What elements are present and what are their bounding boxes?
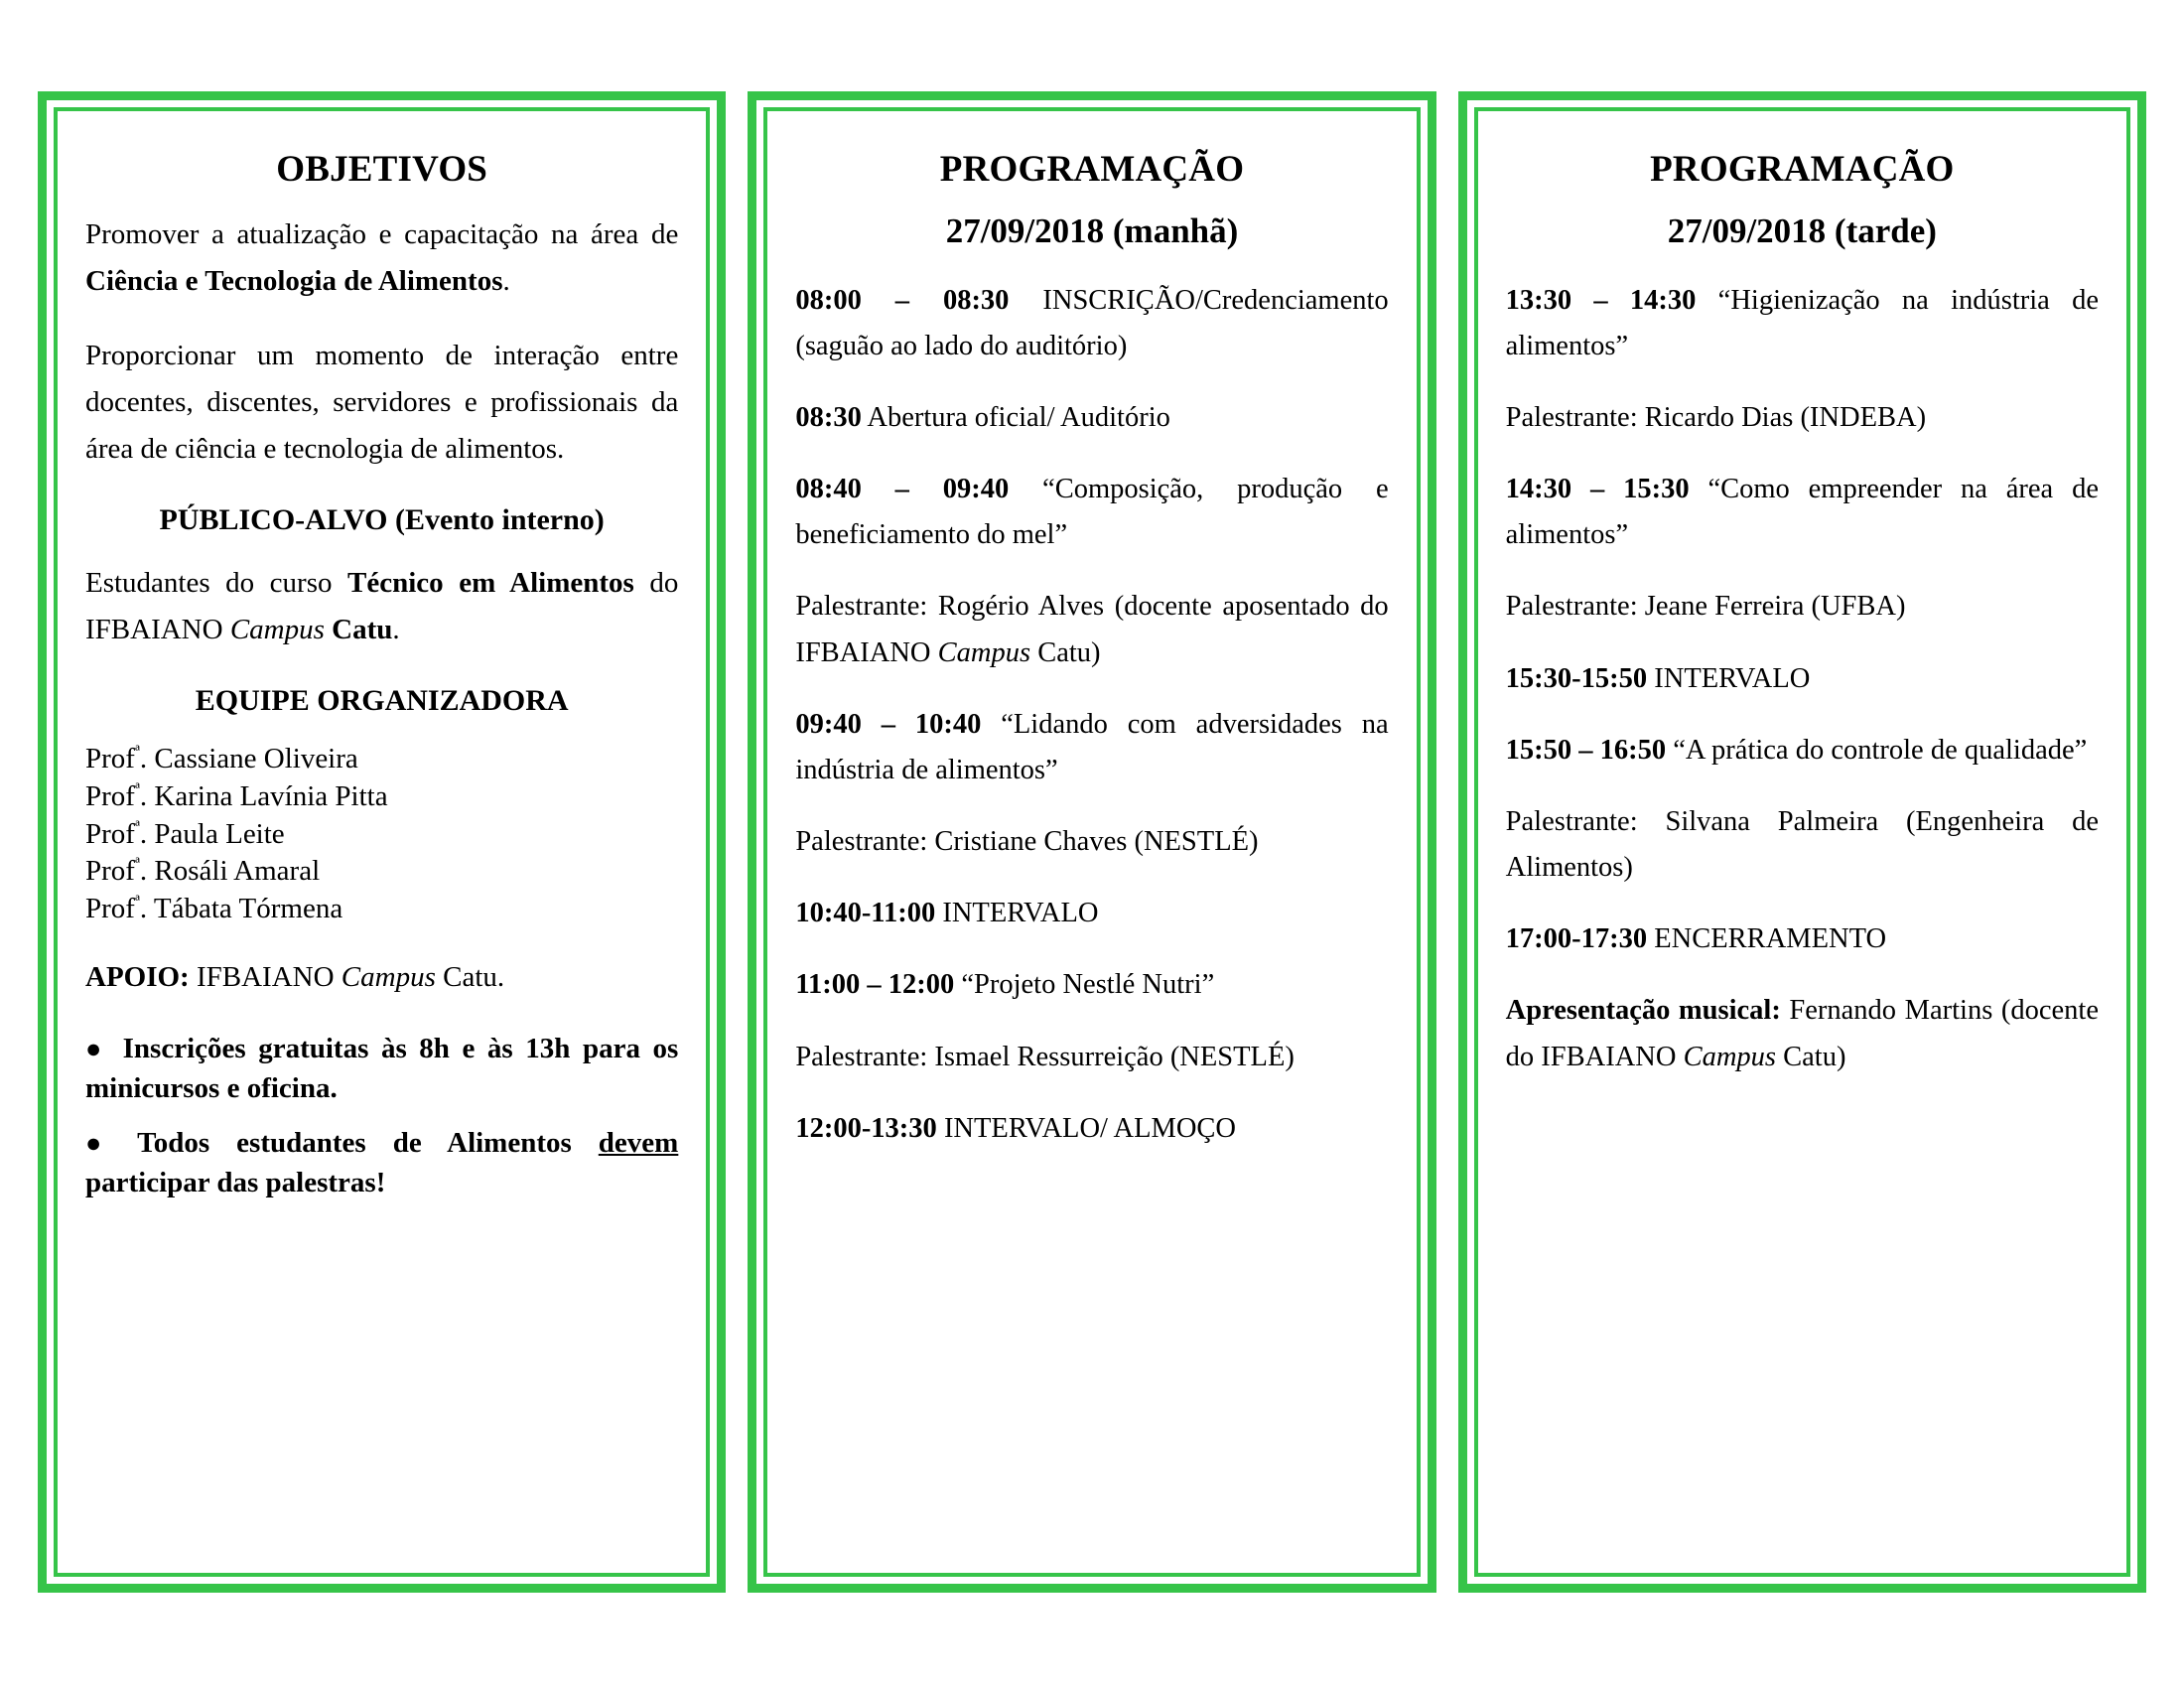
schedule-entry-text: “Composição, produção e beneficiamento do mel” <box>795 474 1389 551</box>
schedule-entry-text: INTERVALO/ ALMOÇO <box>936 1112 1237 1144</box>
publico-alvo-mid: do IFBAIANO <box>85 567 679 646</box>
panel-objetivos <box>38 91 726 1593</box>
schedule-entry <box>1506 988 2099 1079</box>
schedule-entry-text: INTERVALO <box>1647 662 1811 694</box>
equipe-member-name: Tábata Tórmena <box>153 892 343 924</box>
schedule-entry <box>1506 656 2099 702</box>
equipe-member-separator: . <box>139 743 155 775</box>
equipe-member-name: Karina Lavínia Pitta <box>154 779 388 812</box>
schedule-entry <box>1506 467 2099 558</box>
equipe-organizadora-list <box>85 741 678 927</box>
equipe-member-separator: . <box>139 779 155 812</box>
bullet-dot-icon: ● <box>85 1127 122 1158</box>
apoio-paragraph <box>85 954 678 1001</box>
schedule-entry-time: 15:50 – 16:50 <box>1505 734 1667 766</box>
schedule-entry-tail: Catu) <box>1776 1041 1846 1072</box>
equipe-member-title: Prof <box>85 743 135 775</box>
objetivos-note-text: Inscrições gratuitas às 8h e às 13h para os minicursos e oficina. <box>85 1032 679 1105</box>
schedule-entry-text: “Higienização na indústria de alimentos” <box>1505 284 2099 361</box>
equipe-member-name: Paula Leite <box>154 817 285 850</box>
publico-alvo-lead: Estudantes do curso <box>85 567 348 600</box>
apoio-italic-campus: Campus <box>341 960 436 993</box>
equipe-member-ordinal: ª <box>134 778 140 799</box>
schedule-entry-tail: Catu) <box>1030 636 1101 668</box>
manha-subtitle: 27/09/2018 (manhã) <box>945 211 1239 251</box>
schedule-entry-time: 08:00 – 08:30 <box>795 284 1010 316</box>
equipe-member-ordinal: ª <box>134 815 140 836</box>
equipe-member-ordinal: ª <box>134 853 140 874</box>
panel-programacao-tarde <box>1458 91 2146 1593</box>
bullet-dot-icon: ● <box>85 1033 107 1063</box>
manha-title: PROGRAMAÇÃO <box>939 149 1245 190</box>
schedule-entry-text: Palestrante: Jeane Ferreira (UFBA) <box>1505 591 1906 623</box>
objetivos-note-emphasis: devem <box>598 1126 679 1159</box>
objetivos-paragraph-1-tail: . <box>502 265 510 298</box>
objetivos-note-text: participar das palestras! <box>85 1167 386 1199</box>
tarde-title: PROGRAMAÇÃO <box>1650 149 1955 190</box>
schedule-entry <box>1506 584 2099 630</box>
publico-alvo-bold-curso: Técnico em Alimentos <box>347 567 634 600</box>
schedule-entry-time: 08:40 – 09:40 <box>795 474 1010 505</box>
schedule-entry-time: 14:30 – 15:30 <box>1505 474 1690 505</box>
schedule-entry-time: 15:30-15:50 <box>1505 662 1648 694</box>
equipe-member-title: Prof <box>85 817 135 850</box>
equipe-member <box>85 778 678 816</box>
equipe-member-ordinal: ª <box>134 741 140 762</box>
objetivos-paragraph-1-bold: Ciência e Tecnologia de Alimentos <box>85 265 503 298</box>
schedule-entry <box>795 819 1388 865</box>
publico-alvo-bold-catu: Catu <box>324 614 393 646</box>
schedule-entry <box>795 584 1388 675</box>
schedule-entry-text: “Projeto Nestlé Nutri” <box>954 969 1215 1001</box>
equipe-organizadora-heading: EQUIPE ORGANIZADORA <box>195 684 569 718</box>
schedule-entry-text: Palestrante: Ismael Ressurreição (NESTLÉ) <box>795 1041 1295 1072</box>
objetivos-note-item <box>85 1123 678 1203</box>
schedule-entry-text: ENCERRAMENTO <box>1647 923 1887 955</box>
publico-alvo-paragraph <box>85 560 678 653</box>
schedule-entry-time: 11:00 – 12:00 <box>795 969 955 1001</box>
objetivos-notes-list <box>85 1029 678 1203</box>
equipe-member-separator: . <box>139 855 155 888</box>
schedule-entry-text: Palestrante: Ricardo Dias (INDEBA) <box>1505 402 1927 433</box>
equipe-member <box>85 891 678 928</box>
schedule-entry <box>1506 799 2099 891</box>
schedule-entry <box>795 962 1388 1008</box>
schedule-entry <box>795 1035 1388 1080</box>
schedule-entry <box>795 467 1388 558</box>
equipe-member <box>85 816 678 854</box>
panel-objetivos-inner <box>54 107 710 1577</box>
schedule-entry-text: Palestrante: Cristiane Chaves (NESTLÉ) <box>795 826 1259 858</box>
equipe-member-title: Prof <box>85 779 135 812</box>
schedule-entry-time: 13:30 – 14:30 <box>1505 284 1697 316</box>
equipe-member-title: Prof <box>85 855 135 888</box>
panel-programacao-manha-inner <box>763 107 1420 1577</box>
publico-alvo-tail: . <box>392 614 400 646</box>
equipe-member-name: Rosáli Amaral <box>154 855 321 888</box>
schedule-entry <box>1506 278 2099 369</box>
schedule-entry <box>1506 728 2099 774</box>
apoio-lead: IFBAIANO <box>189 960 341 993</box>
apoio-label: APOIO: <box>85 960 190 993</box>
schedule-entry <box>795 891 1388 936</box>
schedule-entry <box>795 702 1388 793</box>
objetivos-note-item <box>85 1029 678 1109</box>
schedule-entry-text: “Lidando com adversidades na indústria de alimentos” <box>795 708 1389 785</box>
schedule-entry-text: INTERVALO <box>935 898 1099 929</box>
equipe-member-title: Prof <box>85 892 135 924</box>
schedule-entry-lead: Palestrante: Rogério Alves (docente aposentado do IFBAIANO <box>795 591 1389 668</box>
tarde-subtitle: 27/09/2018 (tarde) <box>1667 211 1937 251</box>
objetivos-paragraph-1 <box>85 211 678 305</box>
objetivos-paragraph-2: Proporcionar um momento de interação entre docentes, discentes, servidores e profissionais da área de ciência e tecnologia de alimentos. <box>85 340 679 466</box>
schedule-entry-text: Abertura oficial/ Auditório <box>861 402 1170 433</box>
schedule-entry-text: INSCRIÇÃO/Credenciamento (saguão ao lado do auditório) <box>795 284 1389 361</box>
objetivos-paragraph-1-lead: Promover a atualização e capacitação na área de <box>85 218 679 251</box>
schedule-entry <box>795 278 1388 369</box>
schedule-entry <box>1506 395 2099 441</box>
objetivos-title: OBJETIVOS <box>276 149 488 190</box>
panel-programacao-manha <box>748 91 1435 1593</box>
schedule-entry-time: 12:00-13:30 <box>795 1112 937 1144</box>
schedule-entry-lead: Fernando Martins (docente do IFBAIANO <box>1505 995 2099 1072</box>
apoio-tail: Catu. <box>435 960 505 993</box>
schedule-entry-text: “A prática do controle de qualidade” <box>1666 734 2088 766</box>
equipe-member <box>85 853 678 891</box>
schedule-entry-time: 10:40-11:00 <box>795 898 936 929</box>
panel-programacao-tarde-inner <box>1474 107 2130 1577</box>
schedule-entry-text: “Como empreender na área de alimentos” <box>1505 474 2099 551</box>
equipe-member-separator: . <box>139 892 154 924</box>
objetivos-note-text: Todos estudantes de Alimentos <box>137 1126 599 1159</box>
schedule-entry <box>1506 916 2099 962</box>
manha-schedule-list <box>795 278 1388 1152</box>
equipe-member <box>85 741 678 778</box>
schedule-entry-time: 17:00-17:30 <box>1505 923 1648 955</box>
schedule-entry-italic-campus: Campus <box>937 636 1031 668</box>
schedule-entry <box>795 1106 1388 1152</box>
schedule-entry-time: 09:40 – 10:40 <box>795 708 982 740</box>
tarde-schedule-list <box>1506 278 2099 1080</box>
equipe-member-separator: . <box>139 817 155 850</box>
equipe-member-name: Cassiane Oliveira <box>154 743 358 775</box>
schedule-entry-time: Apresentação musical: <box>1505 995 1781 1027</box>
schedule-entry-time: 08:30 <box>795 402 862 433</box>
equipe-member-ordinal: ª <box>134 891 140 912</box>
publico-alvo-heading: PÚBLICO-ALVO (Evento interno) <box>159 503 605 537</box>
schedule-entry-italic-campus: Campus <box>1683 1041 1777 1072</box>
schedule-entry-text: Palestrante: Silvana Palmeira (Engenheira de Alimentos) <box>1505 805 2099 884</box>
schedule-entry <box>795 395 1388 441</box>
publico-alvo-italic-campus: Campus <box>229 614 325 646</box>
